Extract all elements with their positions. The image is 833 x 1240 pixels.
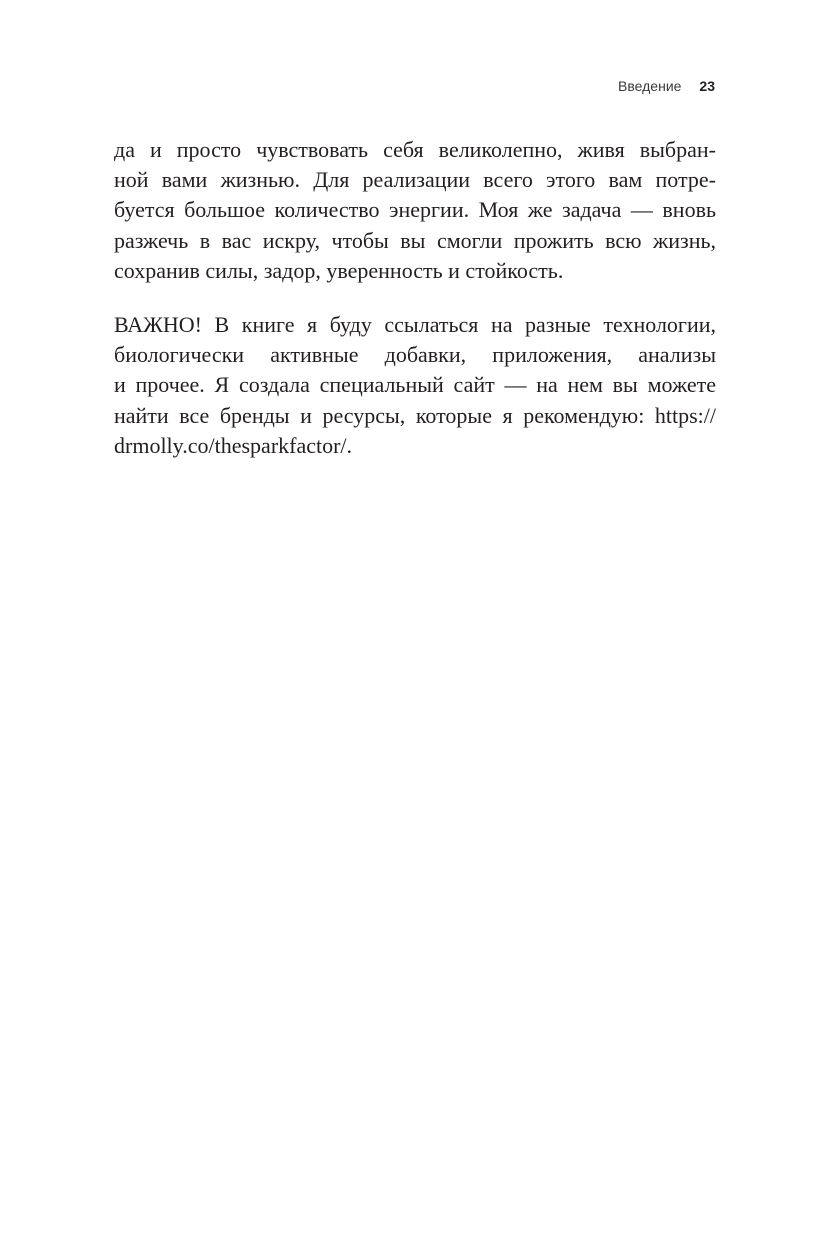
section-title: Введение — [618, 78, 682, 94]
paragraph-line: разжечь в вас искру, чтобы вы смогли прожить всю жизнь, — [114, 227, 716, 253]
page-number: 23 — [699, 78, 715, 94]
paragraph-line: буется большое количество энергии. Моя же задача — вновь — [114, 197, 716, 223]
paragraph-line: да и просто чувствовать себя великолепно, живя выбран- — [114, 137, 716, 162]
paragraph-line: биологически активные добавки, приложения, анализы — [114, 342, 716, 368]
running-header — [618, 78, 715, 94]
paragraph-line: сохранив силы, задор, уверенность и стойкость. — [114, 257, 564, 283]
paragraph-line: найти все бренды и ресурсы, которые я рекомендую: https:// — [114, 402, 716, 428]
paragraph-line: drmolly.co/thesparkfactor/. — [114, 432, 353, 458]
paragraph-2 — [114, 310, 716, 461]
paragraph-line: ной вами жизнью. Для реализации всего этого вам потре- — [114, 167, 716, 193]
paragraph-line: ВАЖНО! В книге я буду ссылаться на разные технологии, — [114, 312, 716, 337]
paragraph-line: и прочее. Я создала специальный сайт — на нем вы можете — [114, 372, 716, 398]
paragraph-1 — [114, 135, 716, 286]
